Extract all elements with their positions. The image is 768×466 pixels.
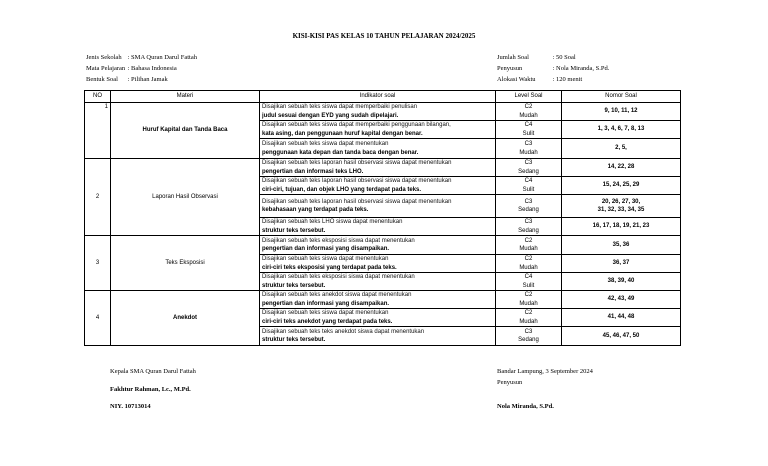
level-cell [496, 273, 562, 291]
question-numbers [562, 139, 681, 159]
meta-label: Alokasi Waktu [497, 76, 536, 83]
question-numbers [562, 159, 681, 177]
level-code: C3 [524, 198, 533, 205]
meta-label: Jenis Sekolah [86, 54, 122, 61]
indicator-cell [260, 139, 496, 159]
question-numbers-line: 35, 36 [612, 241, 630, 248]
question-numbers [562, 218, 681, 236]
indicator-line: Disajikan sebuah teks LHO siswa dapat menentukan [262, 219, 403, 225]
indicator-line-emphasis: pengertian dan informasi teks LHO. [262, 168, 364, 175]
question-numbers [562, 327, 681, 346]
meta-time-row [497, 74, 609, 85]
question-numbers [562, 121, 681, 139]
level-cell [496, 103, 562, 121]
question-numbers [562, 195, 681, 218]
indicator-cell [260, 309, 496, 327]
level-difficulty: Sedang [518, 168, 539, 175]
indicator-line: Disajikan sebuah teks anekdot siswa dapat menentukan [262, 292, 412, 298]
level-cell [496, 159, 562, 177]
indicator-line-emphasis: ciri-ciri teks anekdot yang terdapat pada teks. [262, 318, 393, 325]
question-numbers [562, 103, 681, 121]
level-code: C3 [524, 328, 533, 335]
question-numbers [562, 309, 681, 327]
question-numbers-line: 14, 22, 28 [607, 164, 635, 171]
table-header-row [85, 91, 681, 103]
level-difficulty: Sulit [522, 186, 535, 193]
indicator-cell [260, 236, 496, 255]
table-row [85, 291, 681, 309]
level-code: C2 [524, 237, 533, 244]
row-number: 4 [85, 291, 111, 346]
indicator-cell [260, 327, 496, 346]
indicator-line: Disajikan sebuah teks siswa dapat memperbaiki penulisan [262, 104, 418, 110]
place-date: Bandar Lampung, 3 September 2024 [497, 368, 593, 375]
header-no: NO [85, 91, 111, 103]
question-numbers [562, 291, 681, 309]
indicator-cell [260, 291, 496, 309]
meta-value: : Bahasa Indonesia [127, 65, 177, 72]
level-difficulty: Mudah [519, 264, 538, 271]
blueprint-table [84, 90, 681, 346]
indicator-cell [260, 273, 496, 291]
indicator-line-emphasis: ciri-ciri, tujuan, dan objek LHO yang terdapat pada teks. [262, 186, 422, 193]
meta-label: Bentuk Soal [86, 76, 118, 83]
level-code: C3 [524, 141, 533, 147]
row-number: 3 [85, 236, 111, 291]
level-difficulty: Sedang [518, 337, 539, 343]
meta-value: : 50 Soal [552, 54, 576, 61]
question-numbers-line: 2, 5, [615, 145, 627, 152]
question-numbers-line: 16, 17, 18, 19, 21, 23 [592, 223, 650, 230]
question-numbers-line: 36, 37 [612, 260, 630, 267]
row-number: 2 [85, 159, 111, 236]
level-cell [496, 255, 562, 273]
level-code: C2 [524, 292, 533, 298]
level-difficulty: Sulit [522, 282, 535, 289]
level-cell [496, 139, 562, 159]
question-numbers-line: 1, 3, 4, 6, 7, 8, 13 [597, 126, 645, 133]
level-code: C3 [524, 219, 533, 225]
level-code: C4 [524, 122, 533, 128]
level-cell [496, 177, 562, 195]
meta-label: Jumlah Soal [497, 54, 529, 61]
meta-author-row [497, 63, 609, 74]
meta-value: : Nola Miranda, S.Pd. [552, 65, 610, 72]
question-numbers-line: 41, 44, 48 [607, 314, 635, 321]
level-cell [496, 327, 562, 346]
materi-cell: Teks Eksposisi [111, 236, 260, 291]
level-code: C2 [524, 104, 533, 110]
indicator-line: Disajikan sebuah teks eksposisi siswa dapat menentukan [262, 274, 415, 280]
question-numbers-line: 38, 39, 40 [607, 278, 635, 285]
level-cell [496, 218, 562, 236]
indicator-line-emphasis: penggunaan kata depan dan tanda baca dengan benar. [262, 149, 419, 156]
question-numbers [562, 273, 681, 291]
question-numbers-line: 45, 46, 47, 50 [602, 332, 640, 339]
materi-cell: Laporan Hasil Observasi [111, 159, 260, 236]
indicator-line: Disajikan sebuah teks siswa dapat memperbaiki penggunaan bilangan, [262, 122, 451, 128]
author-name: Nola Miranda, S.Pd. [497, 403, 554, 410]
meta-right-block [497, 52, 609, 85]
level-cell [496, 236, 562, 255]
header-indikator: Indikator soal [260, 91, 496, 103]
meta-value: : SMA Quran Darul Fattah [127, 54, 197, 61]
indicator-cell [260, 218, 496, 236]
level-difficulty: Mudah [519, 149, 538, 156]
level-difficulty: Mudah [519, 318, 538, 325]
indicator-line-emphasis: kata asing, dan penggunaan huruf kapital dengan benar. [262, 130, 423, 137]
indicator-line: Disajikan sebuah teks laporan hasil observasi siswa dapat menentukan [262, 198, 452, 205]
indicator-line-emphasis: struktur teks tersebut. [262, 337, 326, 343]
indicator-cell [260, 195, 496, 218]
header-nomor: Nomor Soal [562, 91, 681, 103]
meta-left-block [86, 52, 197, 85]
indicator-line-emphasis: struktur teks tersebut. [262, 227, 326, 234]
level-difficulty: Mudah [519, 112, 538, 119]
question-numbers-line: 31, 32, 33, 34, 35 [597, 207, 645, 213]
level-code: C3 [524, 160, 533, 166]
meta-value: : 120 menit [552, 76, 583, 83]
table-row [85, 159, 681, 177]
indicator-line: Disajikan sebuah teks siswa dapat menentukan [262, 256, 389, 262]
meta-form-row [86, 74, 197, 85]
indicator-line-emphasis: pengertian dan informasi yang disampaikan. [262, 300, 390, 307]
indicator-line-emphasis: pengertian dan informasi yang disampaikan. [262, 246, 390, 252]
indicator-cell [260, 177, 496, 195]
level-code: C2 [524, 310, 533, 316]
row-number: 1 [85, 103, 111, 159]
indicator-cell [260, 103, 496, 121]
table-row [85, 236, 681, 255]
meta-count-row [497, 52, 609, 63]
header-materi: Materi [111, 91, 260, 103]
indicator-line: Disajikan sebuah teks eksposisi siswa dapat menentukan [262, 237, 415, 244]
question-numbers [562, 255, 681, 273]
question-numbers-line: 9, 10, 11, 12 [604, 108, 638, 115]
indicator-line-emphasis: judul sesuai dengan EYD yang sudah dipelajari. [262, 112, 399, 119]
indicator-line: Disajikan sebuah teks laporan hasil observasi siswa dapat menentukan [262, 160, 452, 166]
principal-name: Fakhtur Rahman, Lc., M.Pd. [110, 386, 191, 393]
question-numbers-line: 15, 24, 25, 29 [602, 182, 640, 189]
materi-cell: Huruf Kapital dan Tanda Baca [111, 103, 260, 159]
level-difficulty: Mudah [519, 300, 538, 307]
level-code: C4 [524, 178, 533, 184]
meta-label: Mata Pelajaran [86, 65, 126, 72]
indicator-line: Disajikan sebuah teks laporan hasil observasi siswa dapat menentukan [262, 178, 452, 184]
author-role: Penyusun [497, 379, 523, 386]
document-title: KISI-KISI PAS KELAS 10 TAHUN PELAJARAN 2024/2025 [292, 32, 476, 40]
level-difficulty: Sedang [518, 227, 539, 234]
level-cell [496, 121, 562, 139]
indicator-cell [260, 159, 496, 177]
table-row [85, 103, 681, 121]
meta-subject-row [86, 63, 197, 74]
question-numbers [562, 236, 681, 255]
question-numbers-line: 42, 43, 49 [607, 296, 635, 303]
level-difficulty: Sulit [522, 130, 535, 137]
meta-value: : Pilihan Jamak [127, 76, 168, 83]
indicator-line-emphasis: struktur teks tersebut. [262, 282, 326, 289]
indicator-line: Disajikan sebuah teks siswa dapat menentukan [262, 141, 389, 147]
level-cell [496, 309, 562, 327]
level-code: C4 [524, 274, 533, 280]
indicator-cell [260, 121, 496, 139]
indicator-line: Disajikan sebuah teks siswa dapat menentukan [262, 310, 389, 316]
table-body [85, 103, 681, 346]
principal-niy: NIY. 10713014 [110, 403, 151, 410]
level-difficulty: Mudah [519, 246, 538, 252]
materi-cell: Anekdot [111, 291, 260, 346]
meta-school-row [86, 52, 197, 63]
level-cell [496, 195, 562, 218]
question-numbers-line: 20, 26, 27, 30, [601, 198, 641, 205]
level-difficulty: Sedang [518, 207, 539, 213]
question-numbers [562, 177, 681, 195]
header-level: Level Soal [496, 91, 562, 103]
meta-label: Penyusun [497, 65, 523, 72]
indicator-line-emphasis: ciri-ciri teks eksposisi yang terdapat pada teks. [262, 264, 397, 271]
level-cell [496, 291, 562, 309]
principal-title: Kepala SMA Quran Darul Fattah [110, 368, 196, 375]
level-code: C2 [524, 256, 533, 262]
indicator-line: Disajikan sebuah teks teks anekdot siswa dapat menentukan [262, 328, 425, 335]
indicator-line-emphasis: kebahasaan yang terdapat pada teks. [262, 207, 369, 213]
indicator-cell [260, 255, 496, 273]
